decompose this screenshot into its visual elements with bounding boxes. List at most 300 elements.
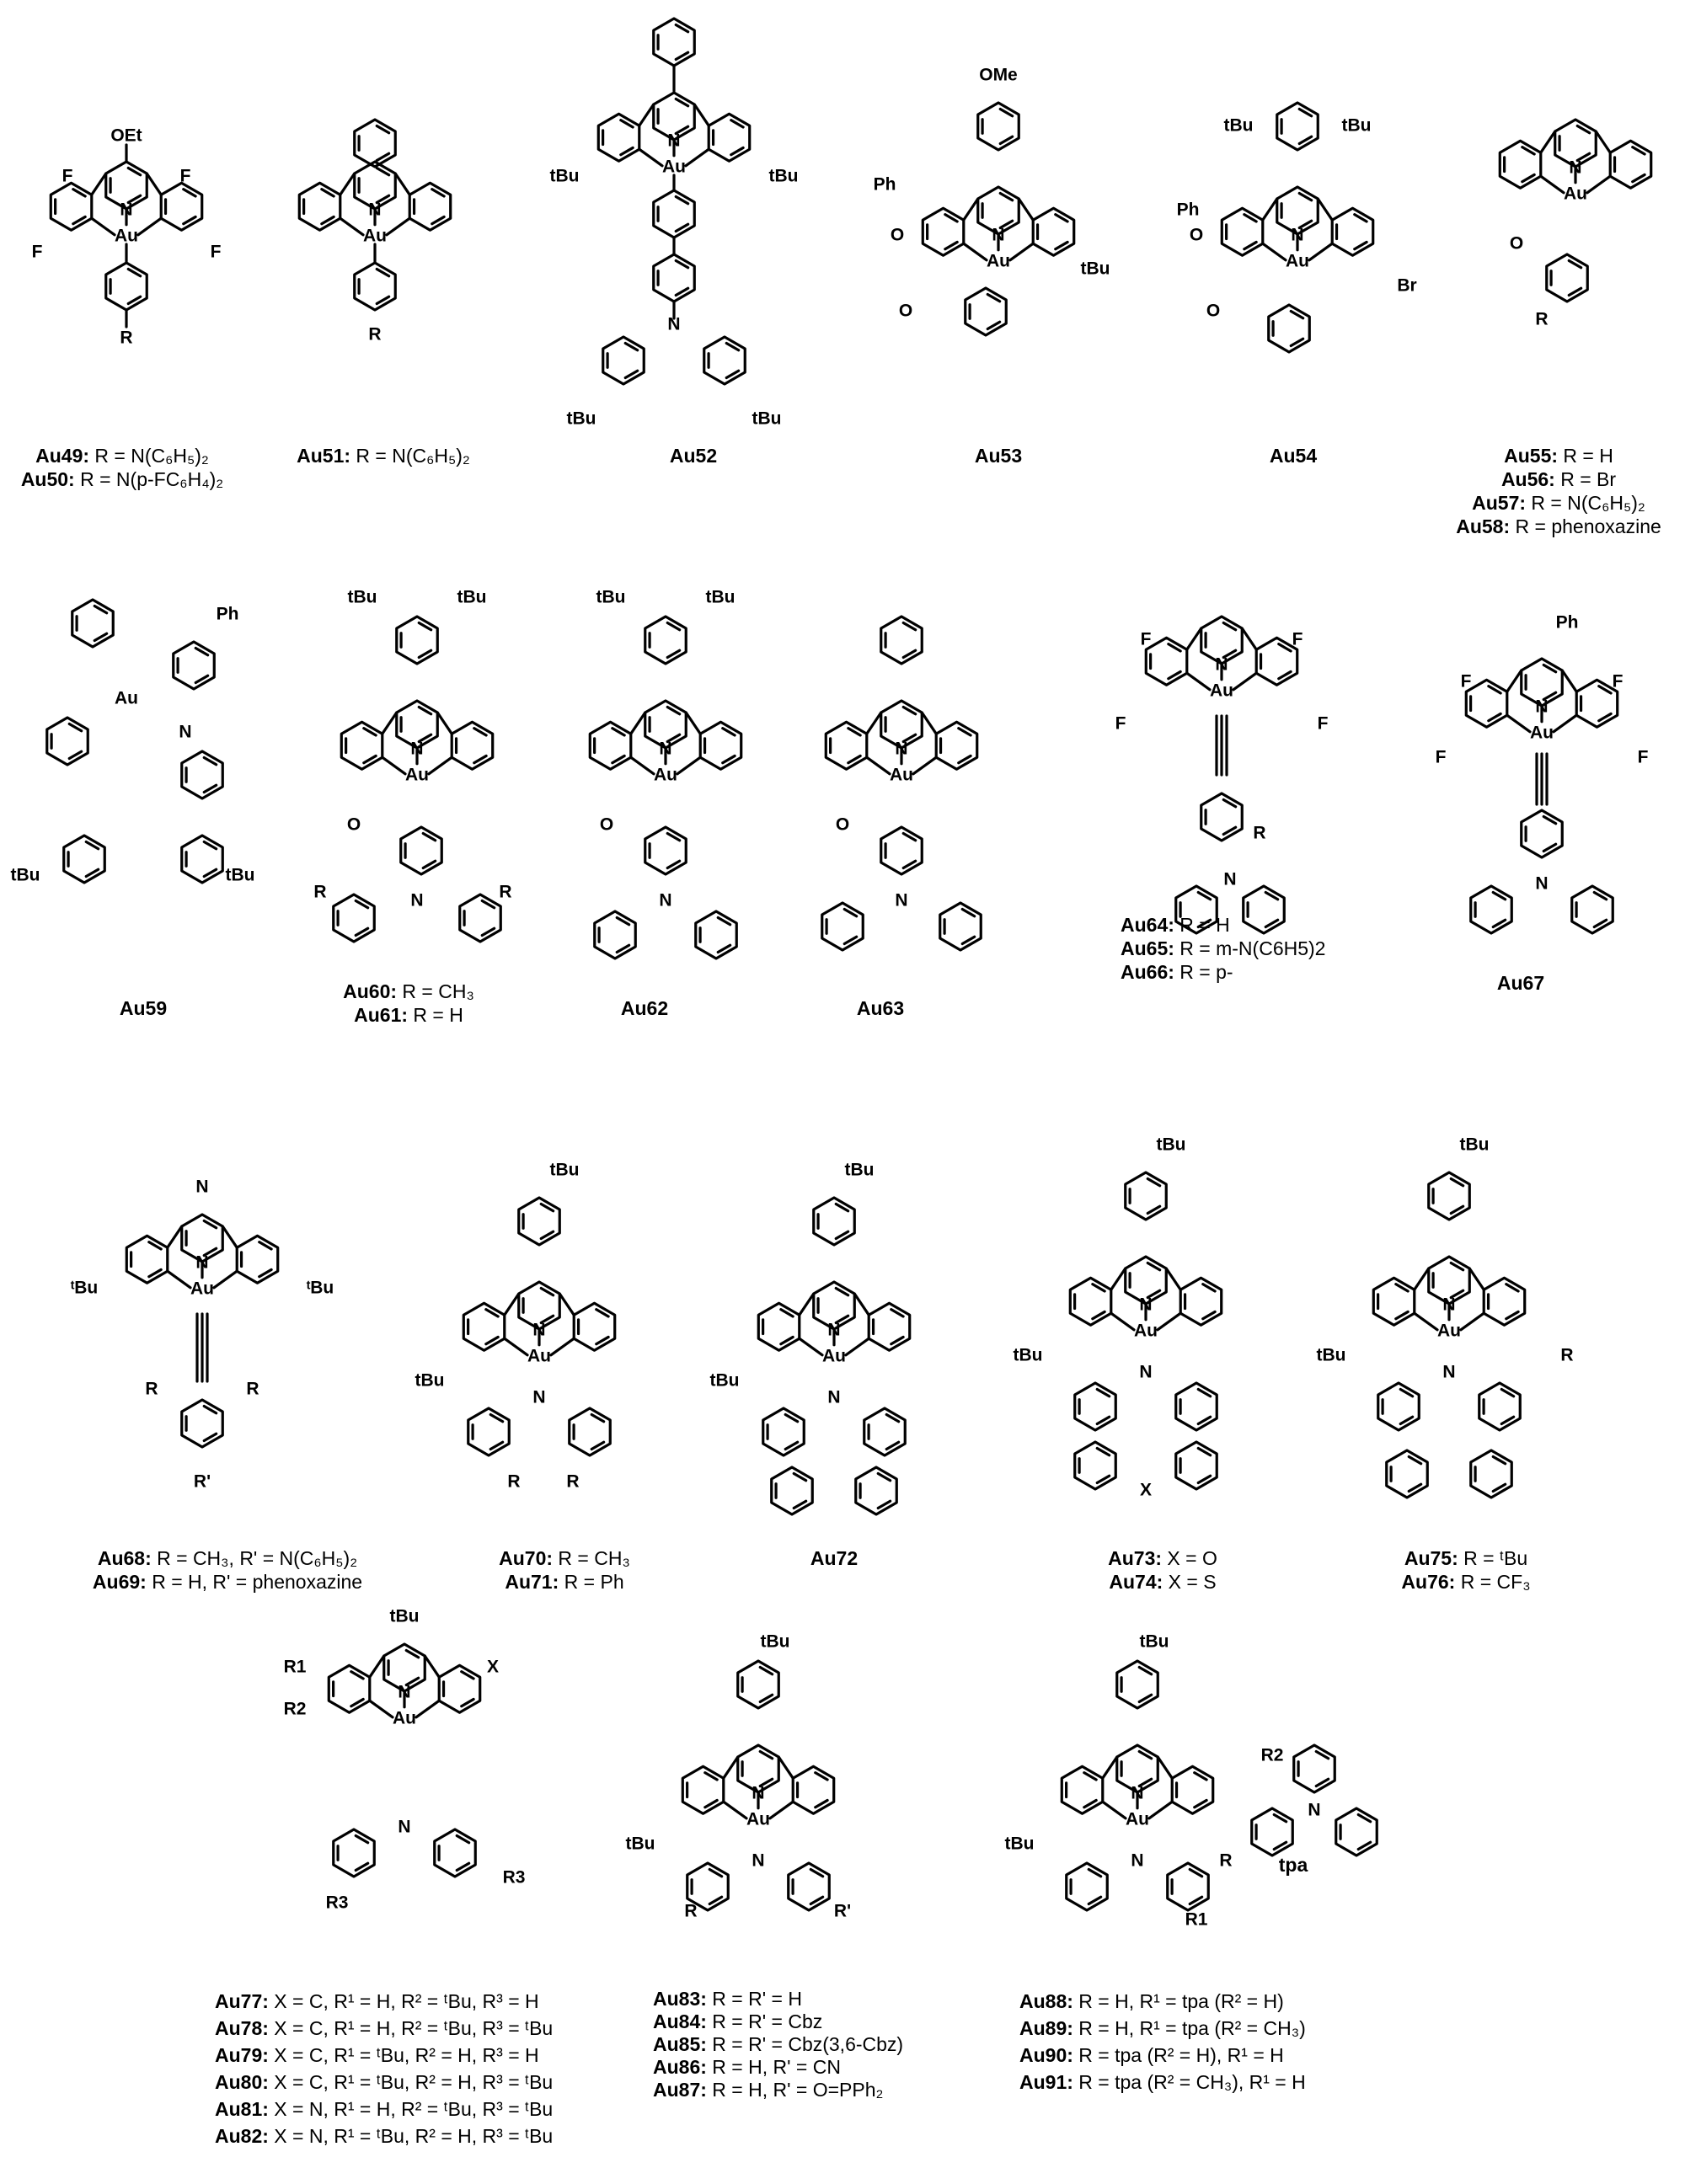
ring bbox=[881, 827, 922, 874]
ring bbox=[758, 1303, 799, 1350]
amine-n: N bbox=[1535, 873, 1549, 894]
oxygen: O bbox=[1206, 301, 1221, 321]
ring bbox=[355, 120, 395, 167]
oxygen: O bbox=[835, 814, 850, 835]
donor-atom: N bbox=[895, 739, 908, 759]
ring bbox=[881, 617, 922, 664]
caption-tpa: tpa bbox=[1278, 1854, 1308, 1876]
r-prime-group: R' bbox=[193, 1471, 211, 1492]
amine-n: N bbox=[532, 1387, 546, 1407]
ring bbox=[704, 337, 745, 384]
caption-au49: Au49: R = N(C₆H₅)₂ bbox=[35, 445, 209, 467]
caption-au88-au91: Au88: R = H, R¹ = tpa (R² = H) Au89: R = H, R¹ = tpa (R² = CH₃) Au90: R = tpa (R² = H), R¹ = H Au91: R = tpa (R² = CH₃), R¹ = H bbox=[1019, 1990, 1306, 2093]
tbu-group: tBu bbox=[752, 408, 782, 429]
bond bbox=[147, 174, 161, 195]
ring bbox=[814, 1198, 854, 1245]
oxygen: O bbox=[346, 814, 361, 835]
gold-atom: Au bbox=[363, 226, 387, 246]
ring bbox=[856, 1467, 896, 1514]
amine-n: N bbox=[1139, 1362, 1153, 1382]
structure-au75 bbox=[1297, 1129, 1584, 1499]
r3-group: R3 bbox=[325, 1893, 349, 1913]
ring bbox=[468, 1408, 509, 1455]
donor-atom: N bbox=[992, 225, 1005, 245]
structure-au70 bbox=[396, 1154, 649, 1491]
ring bbox=[682, 1766, 723, 1813]
bond bbox=[340, 174, 355, 195]
ring bbox=[47, 718, 88, 765]
ring bbox=[1277, 103, 1318, 150]
ring bbox=[463, 1303, 504, 1350]
ring bbox=[1471, 886, 1511, 933]
tbu-group: tBu bbox=[760, 1631, 790, 1652]
ring bbox=[126, 1236, 167, 1283]
structure-au51 bbox=[278, 76, 480, 345]
amine-n: N bbox=[1223, 869, 1237, 889]
r-prime-group: R' bbox=[833, 1901, 852, 1921]
ring bbox=[654, 19, 694, 66]
amine-n: N bbox=[667, 314, 681, 334]
caption-au70-au71: Au70: R = CH₃ Au71: R = Ph bbox=[499, 1547, 630, 1593]
gold-atom: Au bbox=[822, 1346, 846, 1366]
bond bbox=[639, 104, 654, 125]
ring bbox=[341, 722, 382, 769]
bond bbox=[1103, 1757, 1117, 1778]
caption-au67: Au67 bbox=[1496, 972, 1545, 994]
fluorine: F bbox=[1115, 713, 1126, 734]
bond bbox=[505, 1294, 519, 1315]
x-atom: X bbox=[486, 1657, 500, 1677]
donor-atom: N bbox=[667, 131, 681, 151]
gold-atom: Au bbox=[1134, 1321, 1158, 1341]
carbazole-n: N bbox=[1131, 1850, 1144, 1871]
ring bbox=[355, 263, 395, 310]
bond bbox=[800, 1338, 822, 1355]
donor-atom: N bbox=[195, 1252, 209, 1273]
structure-au59 bbox=[8, 573, 261, 901]
ring bbox=[936, 722, 976, 769]
r-group: R bbox=[368, 324, 382, 344]
ring bbox=[460, 894, 500, 942]
tbu-group: ᵗBu bbox=[70, 1278, 99, 1298]
structure-au77 bbox=[261, 1600, 548, 1920]
donor-atom: N bbox=[1442, 1295, 1456, 1315]
ring bbox=[696, 911, 736, 959]
donor-atom: N bbox=[1131, 1783, 1144, 1803]
r-group: R bbox=[507, 1471, 521, 1492]
tbu-group: tBu bbox=[1139, 1631, 1169, 1652]
tbu-group: tBu bbox=[1316, 1345, 1346, 1365]
structure-au62 bbox=[548, 573, 784, 943]
ring bbox=[654, 254, 694, 302]
oxygen: O bbox=[599, 814, 614, 835]
ring bbox=[1033, 208, 1073, 255]
structure-au54 bbox=[1163, 59, 1432, 379]
tbu-group: tBu bbox=[1341, 115, 1372, 136]
fluorine: F bbox=[1317, 713, 1329, 734]
ring bbox=[435, 1829, 475, 1877]
bond bbox=[639, 149, 662, 166]
ring bbox=[106, 263, 147, 310]
fluorine: F bbox=[62, 166, 73, 186]
tbu-group: tBu bbox=[1156, 1135, 1186, 1155]
ring bbox=[598, 114, 639, 161]
amine-n: N bbox=[895, 890, 908, 910]
structure-au63 bbox=[784, 573, 1019, 943]
bond bbox=[387, 218, 409, 235]
gold-atom: Au bbox=[1564, 184, 1587, 204]
ring bbox=[1269, 305, 1309, 352]
ring bbox=[299, 183, 340, 230]
caption-au59: Au59 bbox=[119, 997, 168, 1019]
ring bbox=[237, 1236, 277, 1283]
bond bbox=[1263, 243, 1286, 260]
carbazole-n: N bbox=[752, 1850, 765, 1871]
donor-atom: N bbox=[752, 1783, 765, 1803]
fluorine: F bbox=[179, 166, 191, 186]
ring bbox=[763, 1408, 804, 1455]
ring bbox=[182, 751, 222, 798]
donor-atom: N bbox=[1139, 1295, 1153, 1315]
substituent-oet: OEt bbox=[110, 125, 142, 146]
phenyl-label: Ph bbox=[873, 174, 896, 195]
bond bbox=[92, 174, 106, 195]
donor-atom: N bbox=[120, 200, 133, 220]
bond bbox=[846, 1338, 869, 1355]
gold-atom: Au bbox=[115, 226, 138, 246]
bond bbox=[1166, 1268, 1180, 1290]
bond bbox=[1187, 673, 1210, 690]
bond bbox=[1158, 1757, 1172, 1778]
tbu-group: tBu bbox=[1223, 115, 1254, 136]
caption-au52: Au52 bbox=[669, 445, 718, 467]
ring bbox=[826, 722, 866, 769]
amine-n: N bbox=[410, 890, 424, 910]
gold-atom: Au bbox=[654, 765, 677, 785]
oxygen: O bbox=[898, 301, 913, 321]
structure-au83 bbox=[615, 1631, 885, 1937]
tbu-group: tBu bbox=[549, 166, 580, 186]
donor-atom: N bbox=[368, 200, 382, 220]
ring bbox=[923, 208, 963, 255]
bond bbox=[1010, 243, 1033, 260]
r-group: R bbox=[120, 328, 133, 348]
ring bbox=[1222, 208, 1262, 255]
structure-au73 bbox=[994, 1129, 1264, 1499]
bond bbox=[1415, 1268, 1429, 1290]
bond bbox=[370, 1701, 393, 1717]
bond bbox=[1469, 1268, 1484, 1290]
bond bbox=[1507, 715, 1530, 732]
ring bbox=[1484, 1278, 1524, 1325]
caption-au51: Au51: R = N(C₆H₅)₂ bbox=[297, 445, 470, 467]
caption-au68-au69: Au68: R = CH₃, R' = N(C₆H₅)₂ Au69: R = H, R' = phenoxazine bbox=[92, 1547, 363, 1593]
ring bbox=[654, 190, 694, 238]
ring bbox=[64, 836, 104, 883]
bond bbox=[214, 1271, 237, 1288]
ring bbox=[590, 722, 630, 769]
gold-atom: Au bbox=[890, 765, 913, 785]
caption-au62: Au62 bbox=[620, 997, 669, 1019]
tbu-group: tBu bbox=[1004, 1834, 1035, 1854]
gold-atom: Au bbox=[1210, 681, 1233, 701]
ring bbox=[1256, 638, 1297, 685]
gold-atom: Au bbox=[190, 1279, 214, 1299]
ring bbox=[51, 183, 91, 230]
ring bbox=[1466, 680, 1506, 727]
gold-atom: Au bbox=[746, 1809, 770, 1829]
bond bbox=[677, 757, 700, 774]
bond bbox=[1242, 628, 1256, 649]
r-group: R bbox=[1253, 823, 1266, 843]
gold-atom: Au bbox=[662, 157, 686, 177]
bond bbox=[1562, 670, 1576, 692]
ring bbox=[1126, 1172, 1166, 1220]
bond bbox=[395, 174, 409, 195]
ring bbox=[1572, 886, 1613, 933]
bond bbox=[168, 1226, 182, 1247]
bond bbox=[559, 1294, 574, 1315]
fluorine: F bbox=[1435, 747, 1447, 767]
ring bbox=[1146, 638, 1186, 685]
ring bbox=[1479, 1383, 1520, 1430]
structure-au67 bbox=[1415, 606, 1668, 943]
bond bbox=[1263, 199, 1277, 220]
r-group: R bbox=[313, 882, 327, 902]
bond bbox=[340, 218, 363, 235]
ring bbox=[1387, 1450, 1427, 1498]
structure-au60 bbox=[286, 573, 539, 943]
donor-atom: N bbox=[1291, 225, 1304, 245]
oxygen: O bbox=[1189, 225, 1204, 245]
fluorine: F bbox=[1637, 747, 1649, 767]
tbu-group: tBu bbox=[566, 408, 596, 429]
caption-au73-au74: Au73: X = O Au74: X = S bbox=[1108, 1547, 1217, 1593]
ring bbox=[772, 1467, 812, 1514]
fluorine: F bbox=[1292, 629, 1303, 649]
ring bbox=[401, 827, 441, 874]
phenyl-label: Ph bbox=[216, 604, 239, 624]
ring bbox=[1062, 1766, 1102, 1813]
ring bbox=[709, 114, 749, 161]
tbu-group: tBu bbox=[1013, 1345, 1043, 1365]
amine-n: N bbox=[827, 1387, 841, 1407]
ring bbox=[1332, 208, 1372, 255]
structure-au55 bbox=[1449, 67, 1685, 345]
bond bbox=[1541, 131, 1555, 152]
ring bbox=[1378, 1383, 1419, 1430]
ring bbox=[1471, 1450, 1511, 1498]
donor-atom: N bbox=[410, 739, 424, 759]
ring bbox=[334, 894, 374, 942]
r-group: R bbox=[499, 882, 512, 902]
amine-n: N bbox=[1442, 1362, 1456, 1382]
caption-au72: Au72 bbox=[810, 1547, 859, 1569]
structure-au68 bbox=[51, 1171, 354, 1508]
donor-atom: N bbox=[1215, 654, 1228, 675]
ring bbox=[72, 600, 113, 647]
bond bbox=[778, 1757, 793, 1778]
ring bbox=[1294, 1745, 1335, 1792]
pyrazine-n: N bbox=[195, 1177, 209, 1197]
ring bbox=[700, 722, 741, 769]
ring bbox=[1067, 1863, 1107, 1910]
ring bbox=[1429, 1172, 1469, 1220]
ring bbox=[1168, 1863, 1208, 1910]
tbu-group: tBu bbox=[709, 1370, 740, 1391]
bond bbox=[437, 713, 452, 734]
ring bbox=[1176, 1442, 1217, 1489]
tbu-group: tBu bbox=[705, 587, 736, 607]
phenyl-label: Ph bbox=[1176, 200, 1200, 220]
tbu-group: tBu bbox=[549, 1160, 580, 1180]
bond bbox=[1507, 670, 1522, 692]
bromine: Br bbox=[1397, 275, 1417, 296]
bond bbox=[922, 713, 936, 734]
gold-atom: Au bbox=[115, 688, 138, 708]
ring bbox=[966, 288, 1006, 335]
tbu-group: tBu bbox=[625, 1834, 655, 1854]
bond bbox=[1415, 1313, 1437, 1330]
bond bbox=[1158, 1313, 1180, 1330]
tbu-group: tBu bbox=[844, 1160, 875, 1180]
bond bbox=[1187, 628, 1201, 649]
structure-au53 bbox=[859, 59, 1129, 379]
bond bbox=[1461, 1313, 1484, 1330]
caption-au77-au82: Au77: X = C, R¹ = H, R² = ᵗBu, R³ = H Au78: X = C, R¹ = H, R² = ᵗBu, R³ = ᵗBu Au79: X = C, R¹ = ᵗBu, R² = H, R³ = H Au80: X = C, R¹ = ᵗBu, R² = H, R³ = ᵗBu Au81: X = N, R¹ = H, R² = ᵗBu, R³ = ᵗBu Au82: X = N, R¹ = ᵗBu, R² = H, R³ = ᵗBu bbox=[215, 1990, 554, 2147]
ring bbox=[161, 183, 201, 230]
caption-au49-au50 bbox=[17, 444, 227, 491]
r-group: R bbox=[1219, 1850, 1233, 1871]
ring bbox=[334, 1829, 374, 1877]
gold-atom: Au bbox=[987, 251, 1010, 271]
r-group: R bbox=[1535, 309, 1549, 329]
fluorine: F bbox=[1140, 629, 1152, 649]
ring bbox=[174, 642, 214, 689]
donor-atom: N bbox=[1535, 697, 1549, 717]
amine-n: N bbox=[659, 890, 672, 910]
ring bbox=[397, 617, 437, 664]
ring bbox=[439, 1665, 479, 1712]
caption-au53: Au53 bbox=[974, 445, 1023, 467]
tbu-group: tBu bbox=[347, 587, 377, 607]
ring bbox=[1576, 680, 1617, 727]
bond bbox=[964, 199, 978, 220]
ring bbox=[822, 903, 863, 950]
structure-au64 bbox=[1104, 581, 1340, 910]
ring bbox=[864, 1408, 905, 1455]
bond bbox=[1596, 131, 1610, 152]
fluorine: F bbox=[1460, 671, 1472, 692]
oxygen: O bbox=[1509, 233, 1524, 254]
bond bbox=[92, 218, 115, 235]
x-atom: X bbox=[1139, 1480, 1153, 1500]
ring bbox=[1610, 141, 1650, 188]
ring bbox=[182, 1400, 222, 1447]
caption-au83-au87: Au83: R = R' = H Au84: R = R' = Cbz Au85: R = R' = Cbz(3,6-Cbz) Au86: R = H, R' = CN Au87: R = H, R' = O=PPh₂ bbox=[653, 1988, 904, 2101]
donor-atom: N bbox=[532, 1320, 546, 1340]
tbu-group: tBu bbox=[457, 587, 487, 607]
bond bbox=[964, 243, 987, 260]
caption-au60-au61: Au60: R = CH₃ Au61: R = H bbox=[343, 980, 474, 1026]
bond bbox=[1318, 199, 1332, 220]
bond bbox=[1587, 176, 1610, 193]
caption-au54: Au54 bbox=[1269, 445, 1318, 467]
ring bbox=[570, 1408, 610, 1455]
substituent-ome: OMe bbox=[979, 65, 1018, 85]
bond bbox=[1103, 1802, 1126, 1818]
tbu-group: tBu bbox=[1459, 1135, 1490, 1155]
ring bbox=[1252, 1808, 1292, 1856]
ring bbox=[182, 836, 222, 883]
ring bbox=[645, 827, 686, 874]
bond bbox=[1541, 176, 1564, 193]
ring bbox=[595, 911, 635, 959]
bond bbox=[429, 757, 452, 774]
ring bbox=[1172, 1766, 1212, 1813]
bond bbox=[382, 757, 405, 774]
fluorine: F bbox=[1612, 671, 1623, 692]
ring bbox=[978, 103, 1019, 150]
r-group: R bbox=[566, 1471, 580, 1492]
ring bbox=[1547, 254, 1587, 302]
bond bbox=[800, 1294, 814, 1315]
r1-group: R1 bbox=[283, 1657, 307, 1677]
r2-group: R2 bbox=[1260, 1745, 1284, 1765]
donor-atom: N bbox=[398, 1682, 411, 1702]
ring bbox=[603, 337, 644, 384]
ring bbox=[940, 903, 981, 950]
phenyl-label: Ph bbox=[1555, 612, 1579, 633]
bond bbox=[425, 1656, 439, 1677]
caption-au50: Au50: R = N(p-FC₆H₄)₂ bbox=[20, 468, 224, 490]
bond bbox=[505, 1338, 527, 1355]
ring bbox=[1500, 141, 1540, 188]
structure-tpa bbox=[1247, 1745, 1382, 1853]
donor-atom: N bbox=[179, 722, 192, 742]
tbu-group: tBu bbox=[415, 1370, 445, 1391]
bond bbox=[867, 757, 890, 774]
bond bbox=[168, 1271, 190, 1288]
caption-au64-au66: Au64: R = H Au65: R = m-N(C6H5)2 Au66: R = p- bbox=[1121, 914, 1326, 983]
bond bbox=[867, 713, 881, 734]
r-group: R bbox=[145, 1379, 158, 1399]
bond bbox=[686, 713, 700, 734]
bond bbox=[370, 1656, 384, 1677]
gold-atom: Au bbox=[405, 765, 429, 785]
tbu-group: tBu bbox=[10, 865, 40, 885]
tbu-group: tBu bbox=[768, 166, 799, 186]
fluorine: F bbox=[210, 242, 222, 262]
gold-atom: Au bbox=[1286, 251, 1309, 271]
bond bbox=[1111, 1313, 1134, 1330]
r1-group: R1 bbox=[1185, 1909, 1208, 1930]
bond bbox=[1554, 715, 1576, 732]
ring bbox=[452, 722, 492, 769]
r-group: R bbox=[1560, 1345, 1574, 1365]
bond bbox=[1149, 1802, 1172, 1818]
bond bbox=[551, 1338, 574, 1355]
ring bbox=[738, 1661, 778, 1708]
bond bbox=[770, 1802, 793, 1818]
bond bbox=[694, 104, 709, 125]
ring bbox=[409, 183, 450, 230]
tbu-group: ᵗBu bbox=[306, 1278, 334, 1298]
ring bbox=[1201, 793, 1242, 841]
structure-au88 bbox=[994, 1631, 1281, 1937]
structure-au72 bbox=[691, 1154, 944, 1508]
gold-atom: Au bbox=[527, 1346, 551, 1366]
